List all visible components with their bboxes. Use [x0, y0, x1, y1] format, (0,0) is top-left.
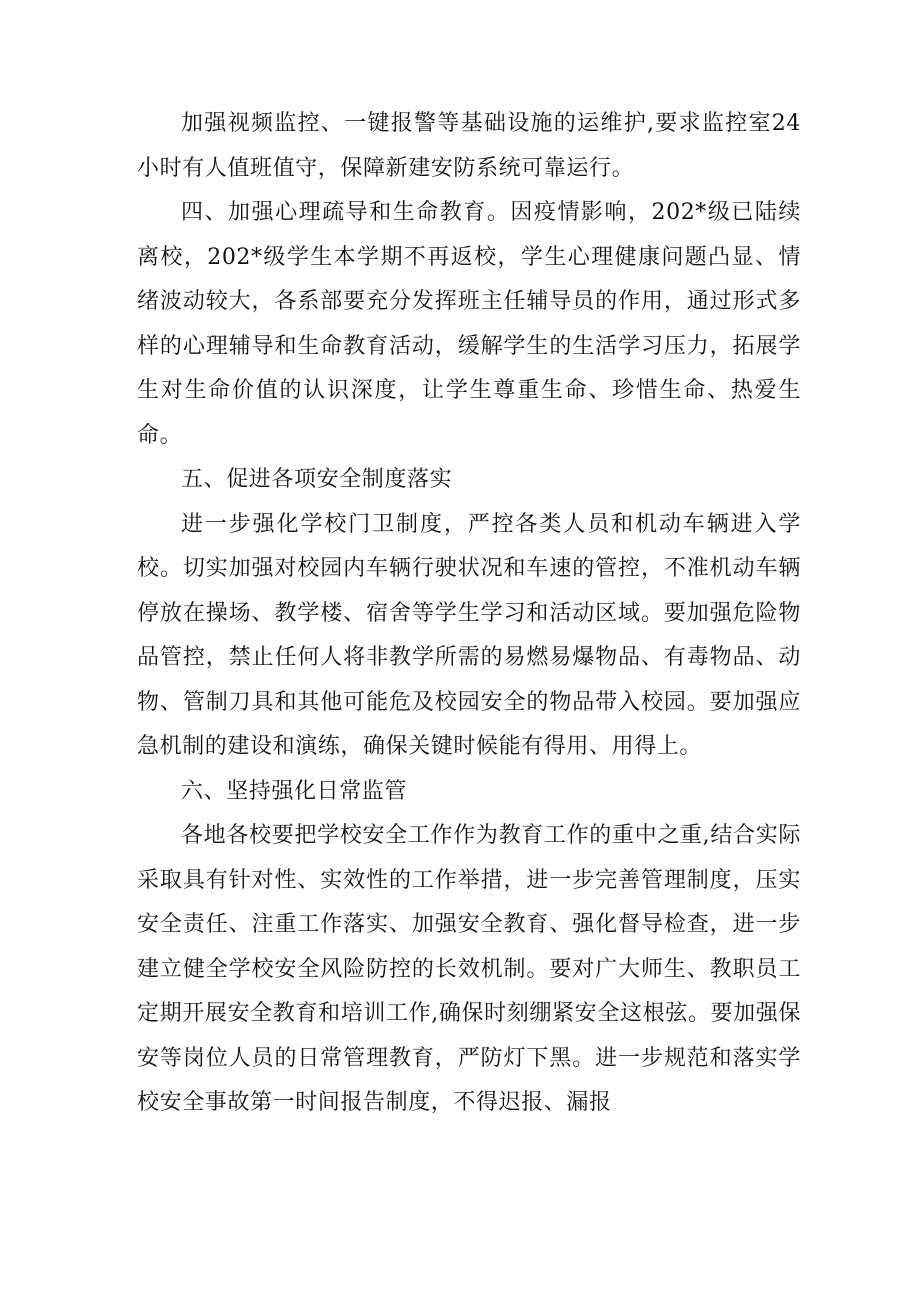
paragraph-daily-supervision: 各地各校要把学校安全工作作为教育工作的重中之重,结合实际采取具有针对性、实效性的工作举措，进一步完善管理制度，压实安全责任、注重工作落实、加强安全教育、强化督导检查，进一步建立健全学校安全风险防控的长效机制。要对广大师生、教职员工定期开展安全教育和培训工作,确保时刻绷紧安全这根弦。要加强保安等岗位人员的日常管理教育，严防灯下黑。进一步规范和落实学校安全事故第一时间报告制度，不得迟报、漏报	[137, 823, 801, 1115]
section-heading-safety-systems: 五、促进各项安全制度落实	[181, 467, 453, 492]
section-heading-daily-supervision: 六、坚持强化日常监管	[181, 778, 408, 804]
paragraph-video-monitoring: 加强视频监控、一键报警等基础设施的运维护,要求监控室24小时有人值班值守，保障新建安防系统可靠运行。	[137, 111, 801, 181]
paragraph-psychological-guidance: 四、加强心理疏导和生命教育。因疫情影响，202*级已陆续离校，202*级学生本学期不再返校，学生心理健康问题凸显、情绪波动较大，各系部要充分发挥班主任辅导员的作用，通过形式多样的心理辅导和生命教育活动，缓解学生的生活学习压力，拓展学生对生命价值的认识深度，让学生尊重生命、珍惜生命、热爱生命。	[137, 200, 801, 448]
paragraph-safety-systems: 进一步强化学校门卫制度，严控各类人员和机动车辆进入学校。切实加强对校园内车辆行驶状况和车速的管控，不准机动车辆停放在操场、教学楼、宿舍等学生学习和活动区域。要加强危险物品管控，禁止任何人将非教学所需的易燃易爆物品、有毒物品、动物、管制刀具和其他可能危及校园安全的物品带入校园。要加强应急机制的建设和演练，确保关键时候能有得用、用得上。	[137, 511, 801, 759]
document-body	[137, 102, 801, 1126]
